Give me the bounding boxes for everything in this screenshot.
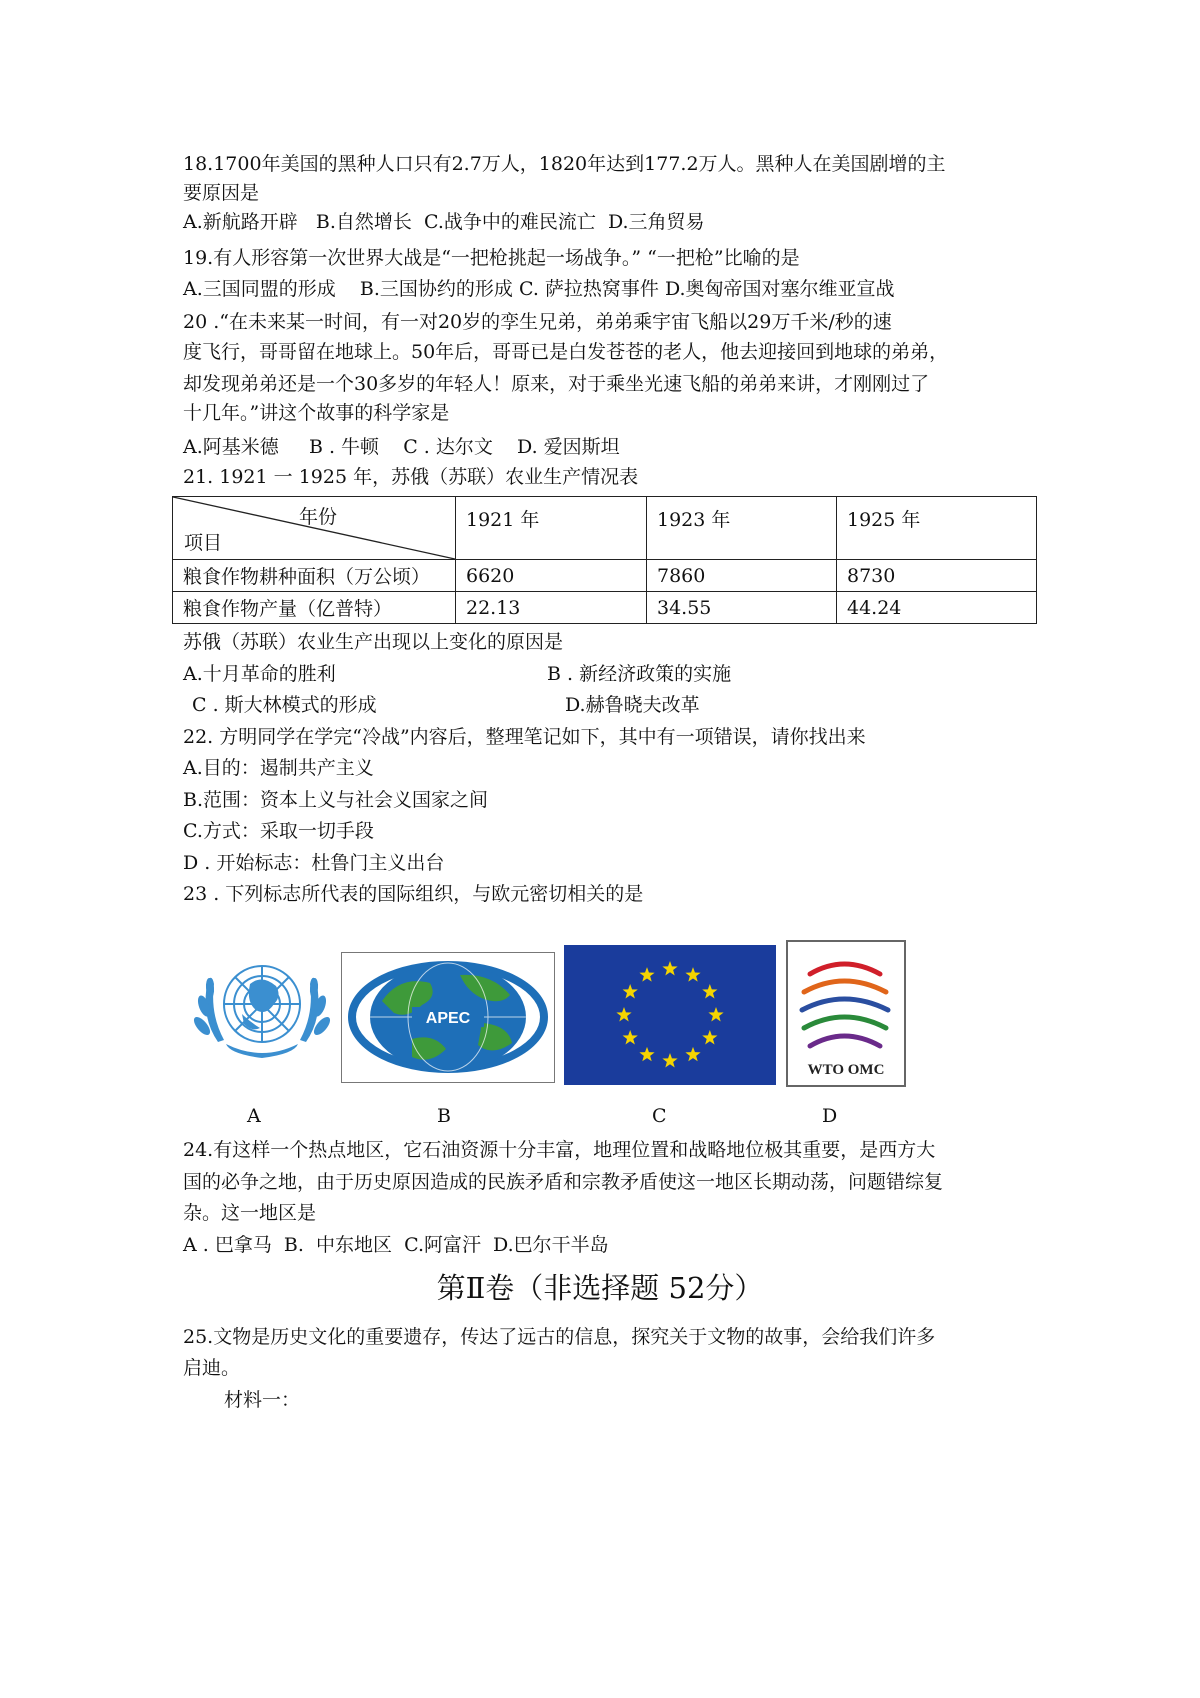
q21-option-c: C . 斯大林模式的形成 [192, 694, 377, 716]
q21-option-b: B . 新经济政策的实施 [547, 663, 732, 685]
q20-line-4: 十几年。”讲这个故事的科学家是 [183, 402, 450, 424]
section-2-title: 第Ⅱ卷（非选择题 52分） [436, 1271, 764, 1305]
table-cell: 8730 [837, 560, 1037, 592]
logo-caption-d: D [822, 1105, 838, 1127]
q20-line-1: 20 .“在未来某一时间，有一对20岁的孪生兄弟，弟弟乘宇宙飞船以29万千米/秒的速 [183, 311, 892, 333]
table-cell: 6620 [456, 560, 647, 592]
q25-material-label: 材料一： [224, 1389, 301, 1411]
q19-options-text: A.三国同盟的形成 B.三国协约的形成 C. 萨拉热窝事件 D.奥匈帝国对塞尔维亚宣战 [183, 278, 895, 300]
logo-caption-c: C [652, 1105, 667, 1127]
table-header-row [173, 497, 1037, 560]
q18-options-text: A.新航路开辟 B.自然增长 C.战争中的难民流亡 D.三角贸易 [183, 211, 705, 233]
logo-caption-a: A [247, 1105, 261, 1127]
q22-option-b: B.范围：资本上义与社会义国家之间 [183, 789, 489, 811]
year-header: 1923 年 [647, 497, 837, 560]
table-row [173, 592, 1037, 624]
q24-options [183, 1233, 609, 1257]
q18-line-2: 要原因是 [183, 182, 260, 204]
agriculture-table [172, 496, 1037, 624]
q22-stem: 22. 方明同学在学完“冷战”内容后，整理笔记如下，其中有一项错误，请你找出来 [183, 726, 866, 748]
apec-text: APEC [425, 1010, 471, 1027]
q22-option-c: C.方式：采取一切手段 [183, 820, 374, 842]
wto-logo-frame [786, 940, 906, 1087]
table-row [173, 560, 1037, 592]
q20-options-text: A.阿基米德 B . 牛顿 C . 达尔文 D. 爱因斯坦 [183, 436, 620, 458]
q21-question: 苏俄（苏联）农业生产出现以上变化的原因是 [183, 631, 564, 653]
q24-line-3: 杂。这一地区是 [183, 1202, 317, 1224]
q20-line-3: 却发现弟弟还是一个30多岁的年轻人！原来，对于乘坐光速飞船的弟弟来讲，才刚刚过了 [183, 373, 930, 395]
eu-flag-logo [564, 945, 776, 1085]
corner-label-item: 项目 [184, 532, 223, 554]
row-label: 粮食作物耕种面积（万公顷） [173, 560, 456, 592]
q24-line-1: 24.有这样一个热点地区，它石油资源十分丰富，地理位置和战略地位极其重要，是西方大 [183, 1139, 936, 1161]
logo-caption-b: B [437, 1105, 451, 1127]
corner-label-year: 年份 [298, 506, 337, 528]
table-cell: 44.24 [837, 592, 1037, 624]
q18-line-1: 18.1700年美国的黑种人口只有2.7万人，1820年达到177.2万人。黑种人在美国剧增的主 [183, 153, 946, 175]
q24-line-2: 国的必争之地，由于历史原因造成的民族矛盾和宗教矛盾使这一地区长期动荡，问题错综复 [183, 1171, 944, 1193]
q23-stem: 23 . 下列标志所代表的国际组织，与欧元密切相关的是 [183, 883, 644, 905]
q24-options-text: A . 巴拿马 B. 中东地区 C.阿富汗 D.巴尔干半岛 [183, 1234, 609, 1256]
wto-logo [788, 942, 904, 1085]
q21-stem: 21. 1921 一 1925 年，苏俄（苏联）农业生产情况表 [183, 466, 639, 488]
q19-options [183, 277, 895, 301]
q21-option-d: D.赫鲁晓夫改革 [565, 694, 700, 716]
table-cell: 22.13 [456, 592, 647, 624]
table-cell: 34.55 [647, 592, 837, 624]
row-label: 粮食作物产量（亿普特） [173, 592, 456, 624]
q20-options [183, 435, 620, 459]
year-header: 1921 年 [456, 497, 647, 560]
q21-option-a: A.十月革命的胜利 [183, 663, 336, 685]
wto-omc-text: WTO OMC [807, 1062, 885, 1078]
un-emblem-logo [190, 944, 335, 1076]
q22-option-a: A.目的：遏制共产主义 [183, 757, 374, 779]
table-corner-cell [173, 497, 456, 560]
q22-option-d: D . 开始标志：杜鲁门主义出台 [183, 852, 445, 874]
q20-line-2: 度飞行，哥哥留在地球上。50年后，哥哥已是白发苍苍的老人，他去迎接回到地球的弟弟， [183, 341, 949, 363]
q18-options [183, 210, 705, 234]
table-cell: 7860 [647, 560, 837, 592]
q25-line-2: 启迪。 [183, 1357, 241, 1379]
q25-line-1: 25.文物是历史文化的重要遗存，传达了远古的信息，探究关于文物的故事，会给我们许多 [183, 1326, 936, 1348]
apec-logo [342, 953, 554, 1082]
apec-logo-frame [341, 952, 555, 1083]
year-header: 1925 年 [837, 497, 1037, 560]
q19-stem: 19.有人形容第一次世界大战是“一把枪挑起一场战争。” “一把枪”比喻的是 [183, 247, 800, 269]
